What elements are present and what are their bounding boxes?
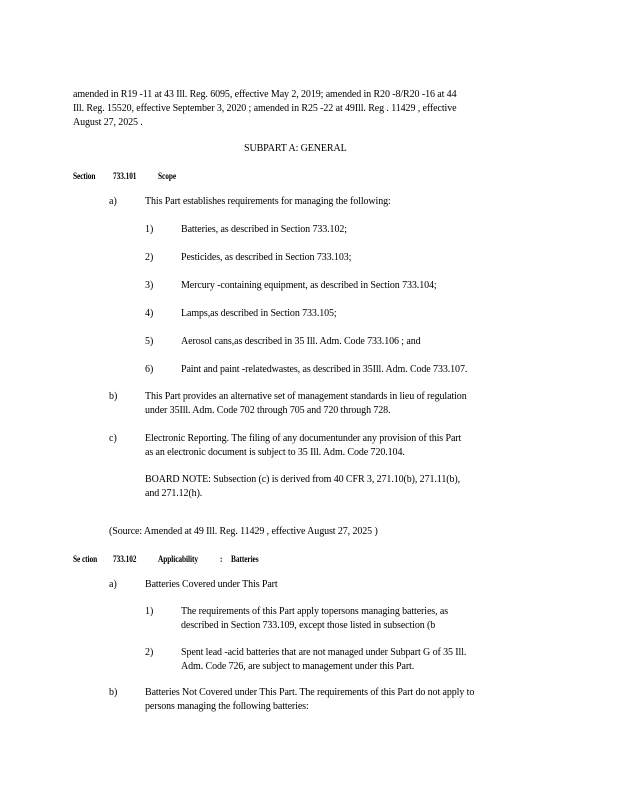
list-item: Lamps,as described in Section 733.105; (181, 308, 337, 319)
item-marker: 5) (145, 336, 154, 347)
subsection-marker-b: b) (109, 391, 118, 402)
subpart-title: SUBPART A: GENERAL (244, 143, 347, 154)
subsection-a-text: This Part establishes requirements for managing the following: (145, 196, 391, 207)
subsection-marker-b: b) (109, 687, 118, 698)
list-item: Pesticides, as described in Section 733.103; (181, 252, 352, 263)
subsection-marker-a: a) (109, 579, 117, 590)
section-title-rest: Batteries (231, 554, 259, 564)
history-line-2: Ill. Reg. 15520, effective September 3, 2020 ; amended in R25 -22 at 49Ill. Reg . 11429 , effective (73, 103, 457, 114)
list-item: Aerosol cans,as described in 35 Ill. Adm. Code 733.106 ; and (181, 336, 421, 347)
section-label: Se ction (73, 554, 98, 564)
subsection-a-text: Batteries Covered under This Part (145, 579, 278, 590)
subsection-c-line-1: Electronic Reporting. The filing of any documentunder any provision of this Part (145, 433, 462, 444)
section-number: 733.102 (113, 554, 137, 564)
subsection-b-line-1: Batteries Not Covered under This Part. The requirements of this Part do not apply to (145, 687, 475, 698)
subsection-b-line-2: persons managing the following batteries: (145, 701, 309, 712)
history-line-1: amended in R19 -11 at 43 Ill. Reg. 6095, effective May 2, 2019; amended in R20 -8/R20 -16 at 44 (73, 89, 457, 100)
subsection-c-line-2: as an electronic document is subject to 35 Ill. Adm. Code 720.104. (145, 447, 405, 458)
item-marker: 2) (145, 647, 154, 658)
item-marker: 3) (145, 280, 154, 291)
item-marker: 1) (145, 606, 154, 617)
subsection-marker-a: a) (109, 196, 117, 207)
board-note-line-1: BOARD NOTE: Subsection (c) is derived from 40 CFR 3, 271.10(b), 271.11(b), (145, 474, 460, 485)
source-note: (Source: Amended at 49 Ill. Reg. 11429 , effective August 27, 2025 ) (109, 526, 378, 537)
subsection-marker-c: c) (109, 433, 117, 444)
list-item-line-2: described in Section 733.109, except those listed in subsection (b (181, 620, 436, 631)
section-number: 733.101 (113, 171, 137, 181)
list-item: Paint and paint -relatedwastes, as described in 35Ill. Adm. Code 733.107. (181, 364, 468, 375)
subsection-b-line-2: under 35Ill. Adm. Code 702 through 705 and 720 through 728. (145, 405, 391, 416)
board-note-line-2: and 271.12(h). (145, 488, 203, 499)
list-item: Mercury -containing equipment, as described in Section 733.104; (181, 280, 437, 291)
item-marker: 4) (145, 308, 154, 319)
history-line-3: August 27, 2025 . (73, 117, 143, 128)
item-marker: 1) (145, 224, 154, 235)
list-item-line-1: The requirements of this Part apply topersons managing batteries, as (181, 606, 449, 617)
section-title-separator: : (220, 554, 223, 564)
section-title: Applicability (158, 554, 198, 564)
list-item-line-2: Adm. Code 726, are subject to management under this Part. (181, 661, 415, 672)
subsection-b-line-1: This Part provides an alternative set of management standards in lieu of regulation (145, 391, 467, 402)
section-label: Section (73, 171, 96, 181)
section-title: Scope (158, 171, 177, 181)
item-marker: 2) (145, 252, 154, 263)
list-item: Batteries, as described in Section 733.102; (181, 224, 347, 235)
item-marker: 6) (145, 364, 154, 375)
list-item-line-1: Spent lead -acid batteries that are not managed under Subpart G of 35 Ill. (181, 647, 467, 658)
